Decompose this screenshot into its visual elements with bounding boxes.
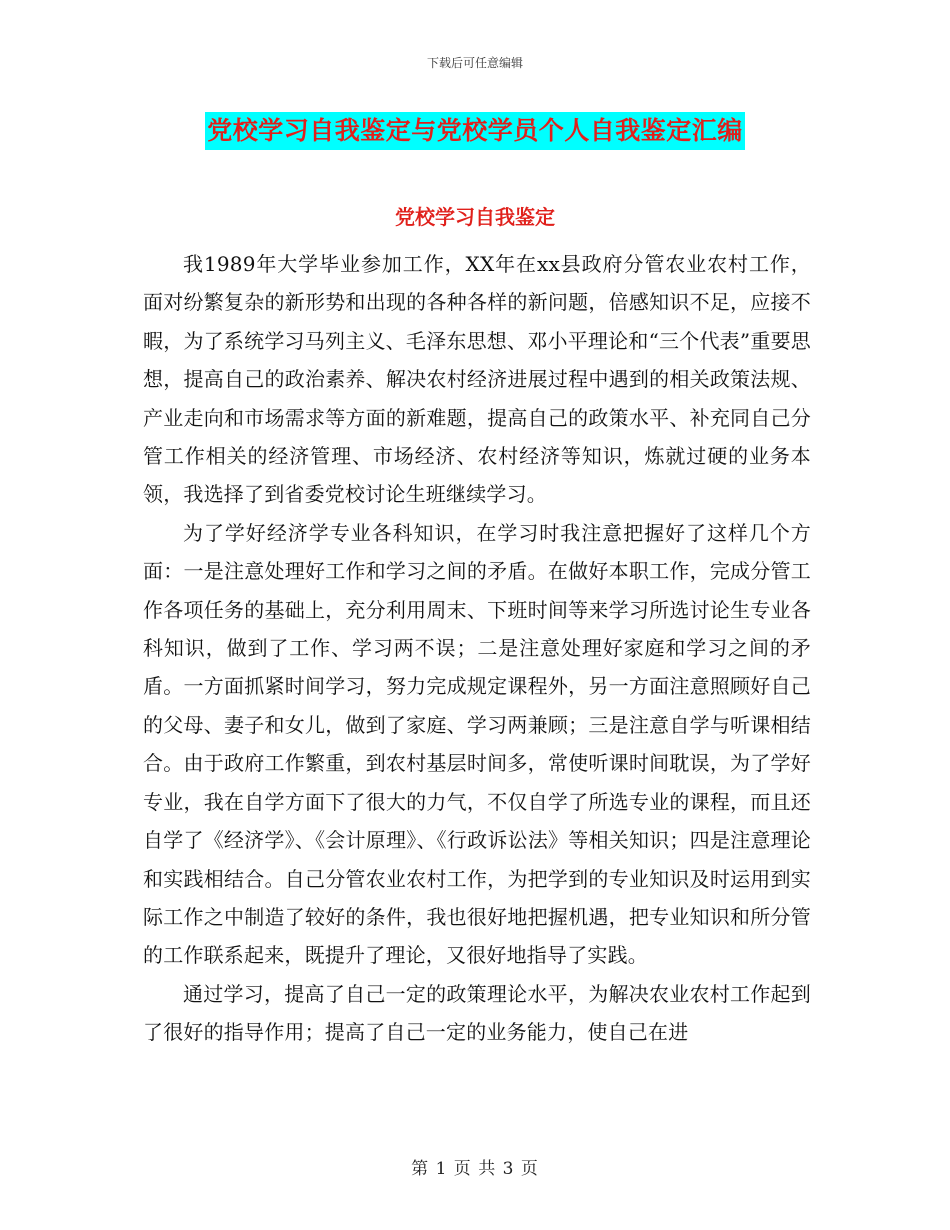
header-note: 下载后可任意编辑	[426, 56, 523, 70]
document-title-container	[0, 112, 950, 150]
paragraph-1: 我1989年大学毕业参加工作，XX年在xx县政府分管农业农村工作，面对纷繁复杂的新形势和出现的各种各样的新问题，倍感知识不足，应接不暇，为了系统学习马列主义、毛泽东思想、邓小平理论和“三个代表”重要思想，提高自己的政治素养、解决农村经济进展过程中遇到的相关政策法规、产业走向和市场需求等方面的新难题，提高自己的政策水平、补充同自己分管工作相关的经济管理、市场经济、农村经济等知识，炼就过硬的业务本领，我选择了到省委党校讨论生班继续学习。	[143, 252, 811, 507]
paragraph-3: 通过学习，提高了自己一定的政策理论水平，为解决农业农村工作起到了很好的指导作用；提高了自己一定的业务能力，使自己在进	[143, 981, 811, 1045]
document-body	[143, 245, 811, 1052]
paragraph-2: 为了学好经济学专业各科知识，在学习时我注意把握好了这样几个方面：一是注意处理好工作和学习之间的矛盾。在做好本职工作，完成分管工作各项任务的基础上，充分利用周末、下班时间等来学习所选讨论生专业各科知识，做到了工作、学习两不误；二是注意处理好家庭和学习之间的矛盾。一方面抓紧时间学习，努力完成规定课程外，另一方面注意照顾好自己的父母、妻子和女儿，做到了家庭、学习两兼顾；三是注意自学与听课相结合。由于政府工作繁重，到农村基层时间多，常使听课时间耽误，为了学好专业，我在自学方面下了很大的力气，不仅自学了所选专业的课程，而且还自学了《经济学》、《会计原理》、《行政诉讼法》等相关知识；四是注意理论和实践相结合。自己分管农业农村工作，为把学到的专业知识及时运用到实际工作之中制造了较好的条件，我也很好地把握机遇，把专业知识和所分管的工作联系起来，既提升了理论，又很好地指导了实践。	[143, 520, 811, 968]
document-title: 党校学习自我鉴定与党校学员个人自我鉴定汇编	[205, 112, 745, 150]
section-title: 党校学习自我鉴定	[395, 205, 555, 229]
page-number: 第 1 页 共 3 页	[411, 1159, 539, 1179]
